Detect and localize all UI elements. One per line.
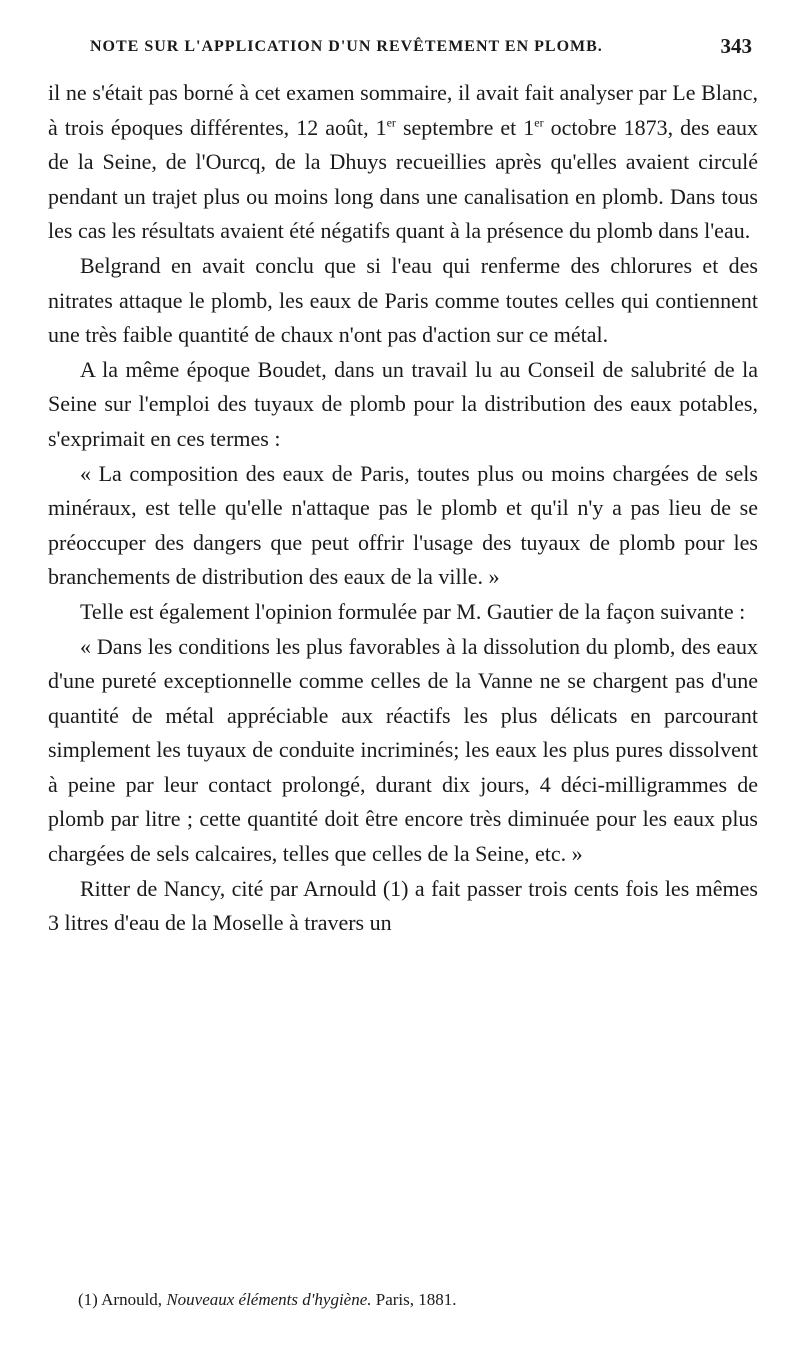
footnote-rest: Paris, 1881. (375, 1290, 457, 1309)
running-header (48, 34, 768, 64)
body-text (48, 76, 758, 941)
paragraph (48, 630, 758, 872)
paragraph-text: Ritter de Nancy, cité par Arnould (1) a fait passer trois cents fois les mêmes 3 litres d'eau de la Moselle à travers un (48, 875, 758, 936)
paragraph (48, 595, 758, 630)
paragraph-text: octobre 1873, des eaux de la Seine, de l'Ourcq, de la Dhuys recueillies après qu'elles avaient circulé pendant un trajet plus ou moins long dans une canalisation en plomb. Dans tous les cas les résultats avaient été négatifs quant à la présence du plomb dans l'eau. (48, 114, 758, 244)
footnote-author: Arnould, (101, 1290, 163, 1309)
footnote (78, 1290, 758, 1310)
page-number: 343 (720, 34, 752, 58)
paragraph (48, 457, 758, 595)
paragraph-text: « La composition des eaux de Paris, toutes plus ou moins chargées de sels minéraux, est telle qu'elle n'attaque pas le plomb et qu'il n'y a pas lieu de se préoccuper des dangers que peut offrir l'usage des tuyaux de plomb pour les branchements de distribution des eaux de la ville. » (48, 460, 758, 590)
footnote-title: Nouveaux éléments d'hygiène. (166, 1290, 372, 1309)
paragraph-text: Belgrand en avait conclu que si l'eau qui renferme des chlorures et des nitrates attaque le plomb, les eaux de Paris comme toutes celles qui contiennent une très faible quantité de chaux n'ont pas d'action sur ce métal. (48, 252, 758, 348)
superscript: er (386, 115, 396, 130)
footnote-number: (1) (78, 1290, 98, 1309)
paragraph (48, 872, 758, 941)
paragraph-text: il ne s'était pas borné à cet examen sommaire, il avait fait analyser par Le Blanc, à trois époques différentes, 12 août, 1 (48, 80, 758, 140)
paragraph (48, 249, 758, 353)
paragraph-text: « Dans les conditions les plus favorables à la dissolution du plomb, des eaux d'une pureté exceptionnelle comme celles de la Vanne ne se chargent pas d'une quantité de métal appréciable aux réactifs les plus délicats en parcourant simplement les tuyaux de conduite incriminés; les eaux les plus pures dissolvent à peine par leur contact prolongé, durant dix jours, 4 déci-milligrammes de plomb par litre ; cette quantité doit être encore très diminuée pour les eaux plus chargées de sels calcaires, telles que celles de la Seine, etc. » (48, 633, 758, 867)
paragraph (48, 353, 758, 457)
header-title: NOTE SUR L'APPLICATION D'UN REVÊTEMENT EN PLOMB. (90, 38, 603, 55)
superscript: er (534, 115, 544, 130)
paragraph (48, 76, 758, 249)
paragraph-text: Telle est également l'opinion formulée par M. Gautier de la façon suivante : (80, 598, 746, 624)
paragraph-text: septembre et 1 (395, 114, 535, 140)
paragraph-text: A la même époque Boudet, dans un travail lu au Conseil de salubrité de la Seine sur l'emploi des tuyaux de plomb pour la distribution des eaux potables, s'exprimait en ces termes : (48, 356, 758, 451)
